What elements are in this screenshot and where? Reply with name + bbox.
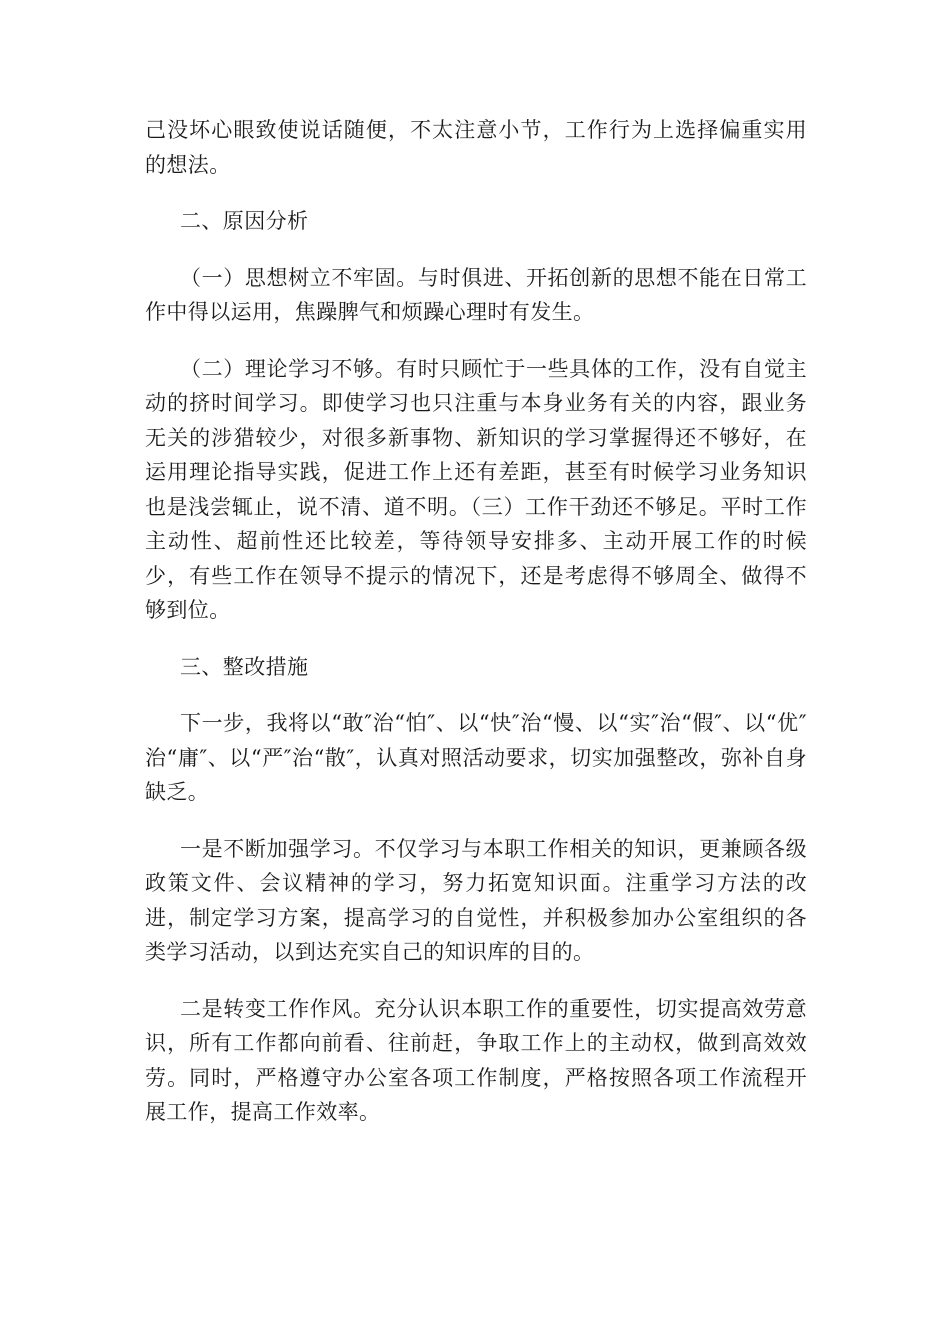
paragraph-measure-1: 一是不断加强学习。不仅学习与本职工作相关的知识，更兼顾各级政策文件、会议精神的学习，努力拓宽知识面。注重学习方法的改进，制定学习方案，提高学习的自觉性，并积极参加办公室组织的各类学习活动，以到达充实自己的知识库的目的。 — [145, 836, 807, 964]
section-heading-cause-analysis: 二、原因分析 — [180, 209, 309, 233]
document-body — [145, 113, 807, 1152]
paragraph-cause-1: （一）思想树立不牢固。与时俱进、开拓创新的思想不能在日常工作中得以运用，焦躁脾气和烦躁心理时有发生。 — [145, 265, 807, 324]
paragraph-continuation: 己没坏心眼致使说话随便，不太注意小节，工作行为上选择偏重实用的想法。 — [145, 118, 807, 177]
paragraph-next-step: 下一步，我将以“敢″治“怕″、以“快″治“慢、以“实″治“假″、以“优″治“庸″、以“严″治“散″，认真对照活动要求，切实加强整改，弥补自身缺乏。 — [145, 711, 807, 804]
paragraph-cause-2-3: （二）理论学习不够。有时只顾忙于一些具体的工作，没有自觉主动的挤时间学习。即使学习也只注重与本身业务有关的内容，跟业务无关的涉猎较少，对很多新事物、新知识的学习掌握得还不够好，在运用理论指导实践，促进工作上还有差距，甚至有时候学习业务知识也是浅尝辄止，说不清、道不明。（三）工作干劲还不够足。平时工作主动性、超前性还比较差，等待领导安排多、主动开展工作的时候少，有些工作在领导不提示的情况下，还是考虑得不够周全、做得不够到位。 — [145, 356, 807, 622]
section-heading-rectification: 三、整改措施 — [180, 654, 309, 679]
paragraph-measure-2: 二是转变工作作风。充分认识本职工作的重要性，切实提高效劳意识，所有工作都向前看、往前赶，争取工作上的主动权，做到高效效劳。同时，严格遵守办公室各项工作制度，严格按照各项工作流程开展工作，提高工作效率。 — [145, 996, 807, 1124]
